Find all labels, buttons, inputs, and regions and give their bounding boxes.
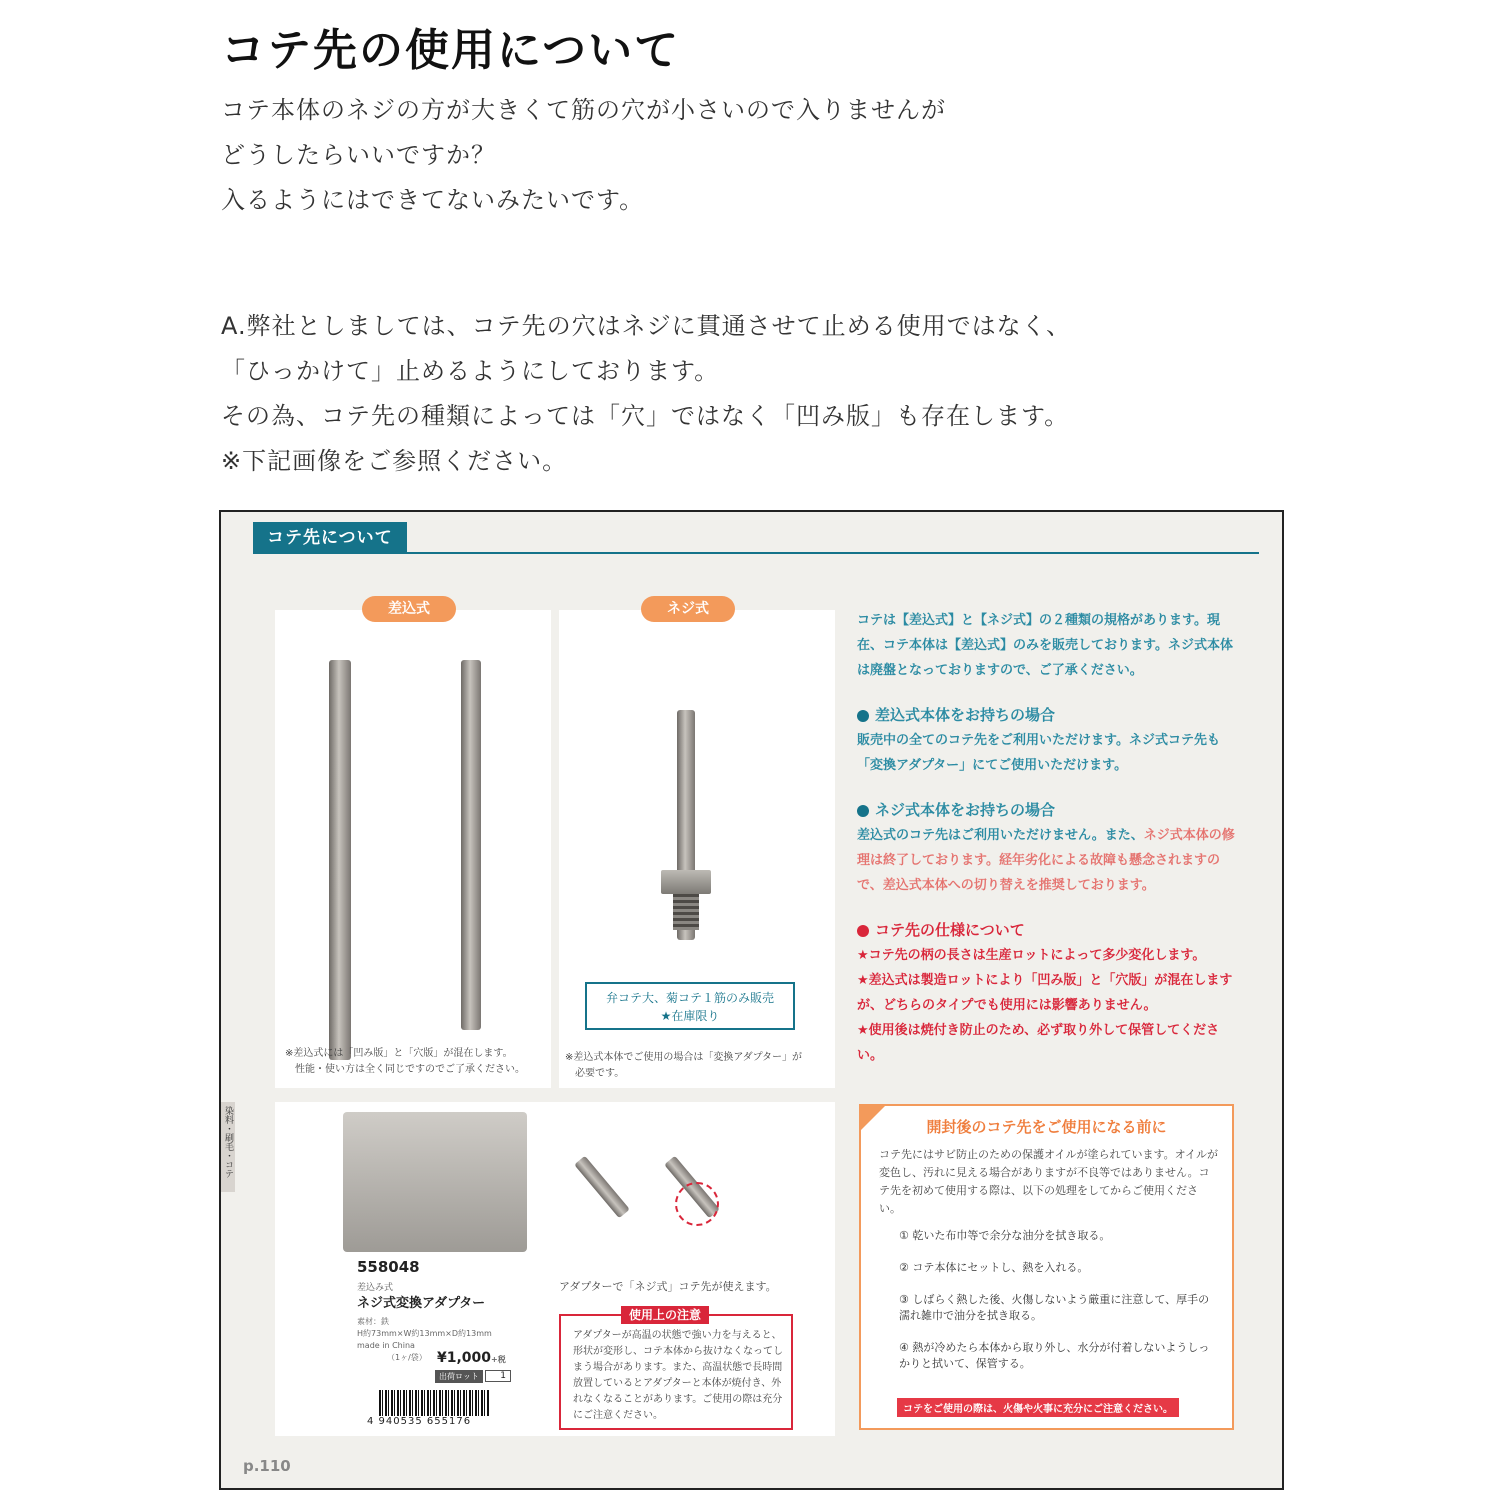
barcode-number: 4 940535 655176 (367, 1416, 472, 1427)
catalog-page-image (219, 510, 1284, 1490)
highlight-circle (675, 1182, 719, 1226)
page-title: コテ先の使用について (221, 25, 681, 76)
heading-sashikomi-owner: 差込式本体をお持ちの場合 (857, 703, 1242, 728)
page-number: p.110 (243, 1457, 291, 1475)
neji-note: ※差込式本体でご使用の場合は「変換アダプター」が 必要です。 (565, 1052, 802, 1079)
stock-notice-box: 弁コテ大、菊コテ１筋のみ販売 ★在庫限り (585, 982, 795, 1030)
lot-value: 1 (485, 1370, 511, 1382)
section-divider (253, 552, 1259, 554)
sashikomi-tip-photo-1 (329, 660, 351, 1060)
sashikomi-note: ※差込式には「凹み版」と「穴版」が混在します。 性能・使い方は全く同じですのでご了承ください。 (285, 1048, 525, 1075)
intro-paragraph: コテは【差込式】と【ネジ式】の２種類の規格があります。現在、コテ本体は【差込式】のみを販売しております。ネジ式本体は廃盤となっておりますので、ご了承ください。 (857, 613, 1233, 678)
step-item: ② コテ本体にセットし、熱を入れる。 (899, 1261, 1089, 1274)
caution-box (559, 1308, 793, 1430)
answer-line: ※下記画像をご参照ください。 (221, 447, 568, 475)
question-line: どうしたらいいですか？ (221, 141, 496, 169)
body-neji-owner: 差込式のコテ先はご利用いただけません。また、ネジ式本体の修理は終了しております。経年劣化による故障も懸念されますので、差込式本体への切り替えを推奨しております。 (857, 828, 1235, 893)
bullet-dot-icon (857, 710, 869, 722)
answer-line: その為、コテ先の種類によっては「穴」ではなく「凹み版」も存在します。 (221, 402, 1070, 430)
barcode-image (379, 1390, 489, 1416)
spec-item: ★差込式は製造ロットにより「凹み版」と「穴版」が混在しますが、どちらのタイプでも使用には影響ありません。 (857, 973, 1233, 1013)
lot-label: 出荷ロット (435, 1370, 483, 1383)
screw-thread (673, 894, 699, 930)
sashikomi-tip-photo-2 (461, 660, 481, 1030)
adapter-photo (343, 1112, 527, 1252)
caution-text: アダプターが高温の状態で強い力を与えると、形状が変形し、コテ本体から抜けなくなってしまう場合があります。また、高温状態で長時間放置しているとアダプターと本体が焼付き、外れなくなることがあります。ご使用の際は充分にご注意ください。 (573, 1330, 783, 1421)
before-use-title: 開封後のコテ先をご使用になる前に (926, 1118, 1167, 1136)
step-item: ③ しばらく熱した後、火傷しないよう厳重に注意して、厚手の濡れ雑巾で油分を拭き取る。 (899, 1293, 1210, 1322)
spec-item: ★使用後は焼付き防止のため、必ず取り外して保管してください。 (857, 1023, 1220, 1063)
bullet-dot-icon (857, 925, 869, 937)
neji-panel (559, 610, 835, 1088)
answer-line: A.弊社としましては、コテ先の穴はネジに貫通させて止める使用ではなく、 (221, 312, 1072, 340)
product-price: ¥1,000+税 (437, 1350, 506, 1366)
body-sashikomi-owner: 販売中の全てのコテ先をご利用いただけます。ネジ式コテ先も「変換アダプター」にてご使用いただけます。 (857, 733, 1220, 773)
caution-heading: 使用上の注意 (621, 1306, 709, 1324)
product-code: 558048 (357, 1258, 420, 1276)
question-text (221, 88, 946, 223)
sashikomi-panel (275, 610, 551, 1088)
adapter-caption: アダプターで「ネジ式」コテ先が使えます。 (559, 1280, 777, 1293)
spec-text-column (857, 608, 1242, 1068)
bullet-dot-icon (857, 805, 869, 817)
spec-item: ★コテ先の柄の長さは生産ロットによって多少変化します。 (857, 948, 1206, 963)
product-subtype: 差込み式 (357, 1283, 394, 1293)
before-use-intro: コテ先にはサビ防止のための保護オイルが塗られています。オイルが変色し、汚れに見える場合がありますが不良等ではありません。コテ先を初めて使用する際は、以下の処理をしてからご使用ください。 (879, 1148, 1219, 1215)
hex-nut (661, 870, 711, 894)
before-use-box (859, 1104, 1234, 1430)
adapter-usage-photo (575, 1142, 755, 1232)
product-name: ネジ式変換アダプター (357, 1296, 486, 1311)
step-item: ④ 熱が冷めたら本体から取り外し、水分が付着しないようしっかりと拭いて、保管する。 (899, 1341, 1210, 1370)
question-line: 入るようにはできてないみたいです。 (221, 186, 645, 214)
before-use-steps (899, 1228, 1219, 1388)
product-meta: 素材：鉄 H約73mm×W約13mm×D約13mm made in China （1ヶ/袋） (357, 1317, 492, 1362)
tag-neji: ネジ式 (641, 596, 735, 622)
adapter-panel (275, 1102, 835, 1436)
catalog-section-title: コテ先について (253, 522, 407, 554)
heading-spec: コテ先の仕様について (857, 918, 1242, 943)
side-index-tab: 染料・刷毛・コテ (221, 1102, 235, 1192)
fire-warning: コテをご使用の際は、火傷や火事に充分にご注意ください。 (897, 1398, 1179, 1417)
heading-neji-owner: ネジ式本体をお持ちの場合 (857, 798, 1242, 823)
tag-sashikomi: 差込式 (362, 596, 456, 622)
answer-line: 「ひっかけて」止めるようにしております。 (221, 357, 720, 385)
step-item: ① 乾いた布巾等で余分な油分を拭き取る。 (899, 1229, 1111, 1242)
question-line: コテ本体のネジの方が大きくて筋の穴が小さいので入りませんが (221, 96, 946, 124)
answer-text (221, 304, 1071, 484)
